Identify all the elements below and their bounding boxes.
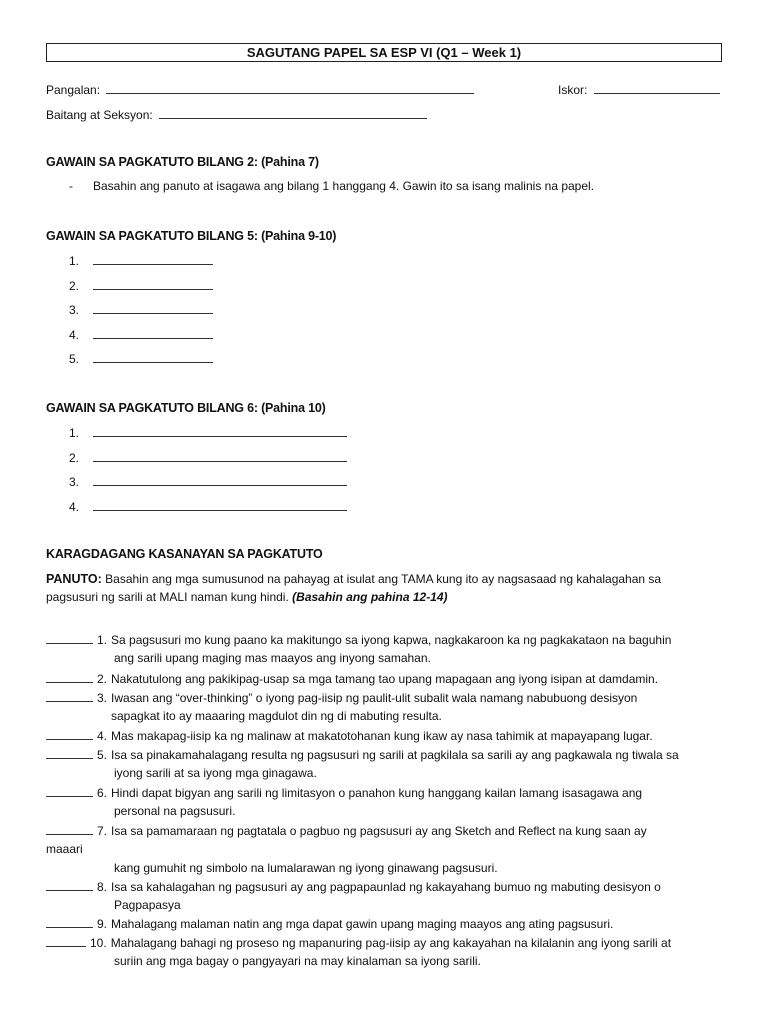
activity-5-answer-row [69,252,213,270]
activity-5-answer-row [69,301,213,319]
statement-text: Hindi dapat bigyan ang sarili ng limitasyon o panahon kung hanggang kailan lamang isasagawa ang [111,786,643,800]
statement-number: 3. [97,691,108,705]
tama-mali-blank[interactable] [46,671,93,683]
statement-text: Mas makapag-iisip ka ng malinaw at makatotohanan kung ikaw ay nasa tahimik at mapayapang lugar. [111,729,653,743]
statement-continuation: sapagkat ito ay maaaring magdulot din ng di mabuting resulta. [111,709,442,723]
statement-text: Isa sa pinakamahalagang resulta ng pagsusuri ng sarili at pagkilala sa sarili ay ang pagkawala ng tiwala sa [111,748,679,762]
answer-number: 2. [69,278,80,293]
answer-number: 1. [69,254,80,268]
statement-text: Mahalagang bahagi ng proseso ng mapanuring pag-iisip ay ang kakayahan na kilalanin ang iyong sarili at [110,936,672,950]
tama-mali-blank[interactable] [46,632,93,644]
statement-number: 7. [97,824,108,838]
section-heading-activity-5: GAWAIN SA PAGKATUTO BILANG 5: (Pahina 9-10) [46,229,337,243]
statement-text: Isa sa kahalagahan ng pagsusuri ay ang pagpapaunlad ng kakayahang bumuo ng mabuting desisyon o [111,880,661,894]
statement-item [46,690,722,707]
grade-section-field [46,106,427,124]
answer-blank[interactable] [93,449,347,462]
tama-mali-blank[interactable] [46,916,93,928]
statement-continuation: personal na pagsusuri. [114,804,236,818]
panuto-page-note: (Basahin ang pahina 12-14) [292,590,448,604]
answer-number: 5. [69,352,80,366]
tama-mali-blank[interactable] [46,747,93,759]
statement-text: Nakatutulong ang pakikipag-usap sa mga tamang tao upang mapagaan ang iyong isipan at damdamin. [111,672,659,686]
statement-continuation: Pagpapasya [114,898,181,912]
statement-number: 10. [90,936,107,950]
panuto-line-1 [46,571,661,588]
statement-number: 6. [97,786,108,800]
section-heading-activity-6: GAWAIN SA PAGKATUTO BILANG 6: (Pahina 10) [46,401,326,415]
score-blank[interactable] [594,81,720,94]
statement-number: 2. [97,672,108,686]
answer-number: 3. [69,475,80,489]
statement-continuation: kang gumuhit ng simbolo na lumalarawan ng iyong ginawang pagsusuri. [114,861,498,875]
name-blank[interactable] [106,81,474,94]
answer-blank[interactable] [93,301,213,314]
bullet-dash: - [69,179,73,193]
answer-blank[interactable] [93,498,347,511]
answer-blank[interactable] [93,473,347,486]
name-label: Pangalan: [46,83,101,97]
statement-text: Isa sa pamamaraan ng pagtatala o pagbuo ng pagsusuri ay ang Sketch and Reflect na kung saan ay [111,824,647,838]
statement-text: Sa pagsusuri mo kung paano ka makitungo sa iyong kapwa, nagkakaroon ka ng pagkakataon na baguhin [111,633,672,647]
statement-number: 4. [97,729,108,743]
statement-number: 8. [97,880,108,894]
statement-number: 1. [97,633,108,647]
answer-blank[interactable] [93,424,347,437]
score-label: Iskor: [558,83,588,97]
section-heading-activity-2: GAWAIN SA PAGKATUTO BILANG 2: (Pahina 7) [46,155,319,169]
statement-continuation: suriin ang mga bagay o pangyayari na may kinalaman sa iyong sarili. [114,954,481,968]
activity-6-answer-row [69,498,347,516]
statement-item [46,823,722,840]
activity-5-answer-row [69,277,213,295]
tama-mali-blank[interactable] [46,935,86,947]
document-title: SAGUTANG PAPEL SA ESP VI (Q1 – Week 1) [46,43,722,62]
activity-6-answer-row [69,449,347,467]
statement-item [46,728,722,745]
tama-mali-blank[interactable] [46,823,93,835]
tama-mali-blank[interactable] [46,728,93,740]
statement-item [46,671,722,688]
panuto-line-2 [46,590,448,606]
grade-section-label: Baitang at Seksyon: [46,108,153,122]
statement-continuation: maaari [46,842,83,856]
grade-section-blank[interactable] [159,106,427,119]
answer-blank[interactable] [93,350,213,363]
panuto-label: PANUTO: [46,572,102,586]
answer-blank[interactable] [93,277,213,290]
name-field [46,81,474,99]
statement-text: Iwasan ang “over-thinking” o iyong pag-iisip ng paulit-ulit subalit wala namang nabubuong desisyon [111,691,638,705]
statement-item [46,935,722,952]
statement-item [46,747,722,764]
statement-number: 9. [97,917,108,931]
answer-number: 1. [69,426,80,440]
statement-item [46,879,722,896]
statement-continuation: ang sarili upang maging mas maayos ang inyong samahan. [114,651,431,665]
statement-continuation: iyong sarili at sa iyong mga ginagawa. [114,766,317,780]
answer-blank[interactable] [93,252,213,265]
statement-item [46,632,722,649]
answer-number: 4. [69,327,80,342]
answer-number: 4. [69,499,80,514]
statement-item [46,785,722,802]
statement-item [46,916,722,933]
tama-mali-blank[interactable] [46,690,93,702]
statement-text: Mahalagang malaman natin ang mga dapat gawin upang maging maayos ang ating pagsusuri. [111,917,614,931]
statement-number: 5. [97,748,108,762]
activity-6-answer-row [69,424,347,442]
score-field [558,81,720,99]
activity-5-answer-row [69,326,213,344]
tama-mali-blank[interactable] [46,879,93,891]
answer-blank[interactable] [93,326,213,339]
section-heading-additional-practice: KARAGDAGANG KASANAYAN SA PAGKATUTO [46,547,323,561]
tama-mali-blank[interactable] [46,785,93,797]
panuto-text-1: Basahin ang mga sumusunod na pahayag at isulat ang TAMA kung ito ay nagsasaad ng kahalagahan sa [105,572,662,586]
panuto-text-2: pagsusuri ng sarili at MALI naman kung hindi. [46,590,289,604]
answer-number: 3. [69,303,80,317]
activity-6-answer-row [69,473,347,491]
activity-2-instruction [69,179,594,195]
activity-5-answer-row [69,350,213,368]
activity-2-instruction-text: Basahin ang panuto at isagawa ang bilang 1 hanggang 4. Gawin ito sa isang malinis na papel. [93,179,595,193]
answer-number: 2. [69,450,80,465]
